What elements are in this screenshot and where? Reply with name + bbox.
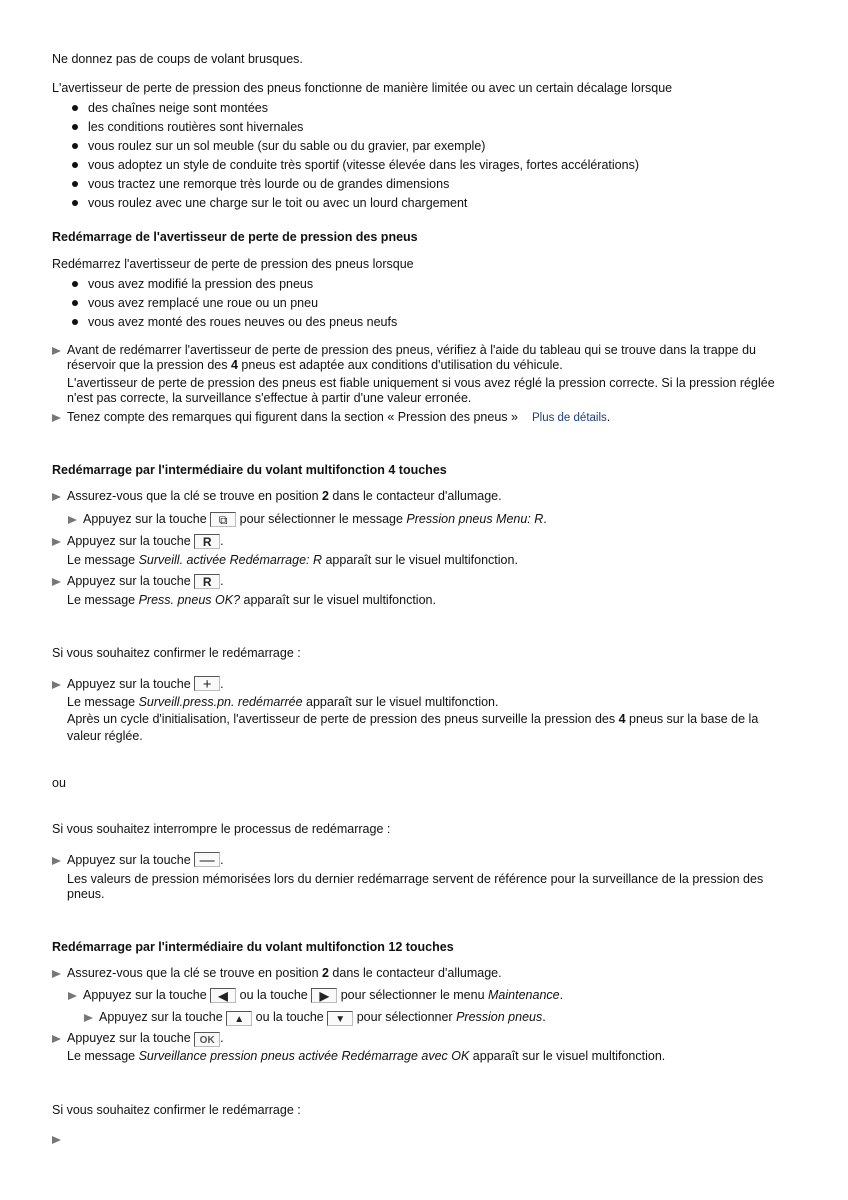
paragraph: ou xyxy=(52,776,66,790)
instruction xyxy=(52,1131,67,1147)
instruction xyxy=(52,852,224,868)
text: Surveill. activée Redémarrage: R xyxy=(138,553,322,567)
note: Les valeurs de pression mémorisées lors du dernier redémarrage servent de référence pour la surveillance de la pression des xyxy=(67,872,764,886)
instruction xyxy=(52,342,756,358)
arrow-icon xyxy=(52,681,61,689)
text: Maintenance xyxy=(488,988,560,1002)
text: apparaît sur le visuel multifonction. xyxy=(322,553,518,567)
bullet-icon xyxy=(72,281,78,287)
bullet-icon xyxy=(72,124,78,130)
text: Pression pneus Menu: R xyxy=(406,512,544,526)
text: Surveillance pression pneus activée Redémarrage avec OK xyxy=(138,1049,470,1063)
text: . xyxy=(220,677,224,691)
arrow-icon xyxy=(52,347,61,355)
right-key-button: ▶ xyxy=(311,988,337,1003)
message xyxy=(67,592,436,608)
note: valeur réglée. xyxy=(67,729,143,743)
plus-key-button: + xyxy=(194,676,220,691)
note: pneus. xyxy=(67,887,105,901)
instruction xyxy=(52,965,502,981)
list-item: vous roulez sur un sol meuble (sur du sable ou du gravier, par exemple) xyxy=(88,139,486,153)
instruction-cont xyxy=(67,357,563,373)
instruction xyxy=(68,987,563,1003)
bullet-icon xyxy=(72,143,78,149)
arrow-icon xyxy=(52,857,61,865)
bullet-icon xyxy=(72,300,78,306)
text: Après un cycle d'initialisation, l'avertisseur de perte de pression des pneus surveille la pression des xyxy=(67,712,619,726)
text: 4 xyxy=(618,712,626,726)
bullet-icon xyxy=(72,105,78,111)
down-key-button: ▼ xyxy=(327,1011,353,1026)
arrow-icon xyxy=(52,1136,61,1144)
text: Le message xyxy=(67,553,139,567)
instruction xyxy=(68,511,547,527)
text: Assurez-vous que la clé se trouve en position xyxy=(67,489,322,503)
more-details-link[interactable]: Plus de détails xyxy=(531,412,607,424)
text: Le message xyxy=(67,1049,139,1063)
text: Tenez compte des remarques qui figurent dans la section « Pression des pneus » xyxy=(67,410,518,424)
text: Appuyez sur la touche xyxy=(83,988,211,1002)
instruction xyxy=(52,488,502,504)
bullet-icon xyxy=(72,181,78,187)
bullet-icon xyxy=(72,319,78,325)
text: dans le contacteur d'allumage. xyxy=(328,966,502,980)
note xyxy=(67,711,758,727)
list-item: vous avez remplacé une roue ou un pneu xyxy=(88,296,319,310)
text: Pression pneus xyxy=(456,1010,543,1024)
text: . xyxy=(606,410,611,424)
paragraph: Si vous souhaitez confirmer le redémarrage : xyxy=(52,1103,301,1117)
text: pneus sur la base de la xyxy=(625,712,759,726)
text: . xyxy=(220,1031,224,1045)
text: Le message xyxy=(67,695,139,709)
paragraph: L'avertisseur de perte de pression des pneus fonctionne de manière limitée ou avec un certain décalage lorsque xyxy=(52,81,673,95)
text: . xyxy=(543,512,547,526)
arrow-icon xyxy=(52,1035,61,1043)
message xyxy=(67,1048,665,1064)
section-heading: Redémarrage par l'intermédiaire du volant multifonction 4 touches xyxy=(52,463,447,477)
instruction xyxy=(52,676,224,692)
arrow-icon xyxy=(52,538,61,546)
text: apparaît sur le visuel multifonction. xyxy=(240,593,436,607)
minus-key-button: — xyxy=(194,852,220,867)
text: . xyxy=(220,534,224,548)
text: Appuyez sur la touche xyxy=(67,1031,195,1045)
display-key-button: ⧉ xyxy=(210,512,236,527)
ok-key-button: OK xyxy=(194,1032,220,1047)
text: ou la touche xyxy=(236,988,312,1002)
text: . xyxy=(542,1010,546,1024)
paragraph: Si vous souhaitez interrompre le processus de redémarrage : xyxy=(52,822,391,836)
text: apparaît sur le visuel multifonction. xyxy=(469,1049,666,1063)
arrow-icon xyxy=(52,970,61,978)
text: Press. pneus OK? xyxy=(138,593,241,607)
text: 2 xyxy=(322,966,329,980)
text: Le message xyxy=(67,593,139,607)
text: pour sélectionner xyxy=(353,1010,457,1024)
paragraph: Redémarrez l'avertisseur de perte de pression des pneus lorsque xyxy=(52,257,414,271)
text: ou la touche xyxy=(252,1010,328,1024)
text: Appuyez sur la touche xyxy=(67,574,195,588)
text: dans le contacteur d'allumage. xyxy=(328,489,502,503)
text: réservoir que la pression des xyxy=(67,358,231,372)
arrow-icon xyxy=(52,493,61,501)
arrow-icon xyxy=(52,578,61,586)
section-heading: Redémarrage de l'avertisseur de perte de pression des pneus xyxy=(52,230,418,244)
bullet-icon xyxy=(72,200,78,206)
list-item: vous tractez une remorque très lourde ou de grandes dimensions xyxy=(88,177,450,191)
note: n'est pas correcte, la surveillance s'effectue à partir d'une valeur erronée. xyxy=(67,391,472,405)
text: . xyxy=(220,853,224,867)
list-item: vous avez modifié la pression des pneus xyxy=(88,277,314,291)
arrow-icon xyxy=(84,1014,93,1022)
text: Assurez-vous que la clé se trouve en position xyxy=(67,966,322,980)
text: Appuyez sur la touche xyxy=(67,534,195,548)
text: apparaît sur le visuel multifonction. xyxy=(302,695,499,709)
text: Avant de redémarrer l'avertisseur de perte de pression des pneus, vérifiez à l'aide du tableau qui se trouve dans la trappe du xyxy=(67,343,756,357)
list-item: vous adoptez un style de conduite très sportif (vitesse élevée dans les virages, fortes accélérations) xyxy=(88,158,639,172)
text: pneus est adaptée aux conditions d'utilisation du véhicule. xyxy=(237,358,563,372)
up-key-button: ▲ xyxy=(226,1011,252,1026)
list-item: les conditions routières sont hivernales xyxy=(88,120,304,134)
list-item: vous roulez avec une charge sur le toit ou avec un lourd chargement xyxy=(88,196,468,210)
text: . xyxy=(559,988,564,1002)
text: Appuyez sur la touche xyxy=(67,677,195,691)
bullet-icon xyxy=(72,162,78,168)
text: Surveill.press.pn. redémarrée xyxy=(138,695,303,709)
note: L'avertisseur de perte de pression des pneus est fiable uniquement si vous avez réglé la pression correcte. Si la pression réglée xyxy=(67,376,775,390)
text: Appuyez sur la touche xyxy=(67,853,195,867)
message xyxy=(67,552,518,568)
left-key-button: ◀ xyxy=(210,988,236,1003)
text: pour sélectionner le menu xyxy=(337,988,489,1002)
arrow-icon xyxy=(68,516,77,524)
instruction xyxy=(52,533,224,549)
instruction xyxy=(52,1030,224,1047)
list-item: vous avez monté des roues neuves ou des pneus neufs xyxy=(88,315,398,329)
paragraph: Si vous souhaitez confirmer le redémarrage : xyxy=(52,646,301,660)
instruction xyxy=(52,573,224,589)
instruction xyxy=(52,409,610,426)
arrow-icon xyxy=(52,414,61,422)
text: Appuyez sur la touche xyxy=(83,512,211,526)
text: 4 xyxy=(230,358,238,372)
r-key-button: R xyxy=(194,534,220,549)
arrow-icon xyxy=(68,992,77,1000)
paragraph: Ne donnez pas de coups de volant brusques. xyxy=(52,52,303,66)
text: pour sélectionner le message xyxy=(236,512,407,526)
message xyxy=(67,694,498,710)
instruction xyxy=(84,1009,546,1026)
text: 2 xyxy=(322,489,329,503)
r-key-button: R xyxy=(194,574,220,589)
text: Appuyez sur la touche xyxy=(99,1010,227,1024)
list-item: des chaînes neige sont montées xyxy=(88,101,268,115)
section-heading: Redémarrage par l'intermédiaire du volant multifonction 12 touches xyxy=(52,940,454,954)
text: . xyxy=(220,574,224,588)
